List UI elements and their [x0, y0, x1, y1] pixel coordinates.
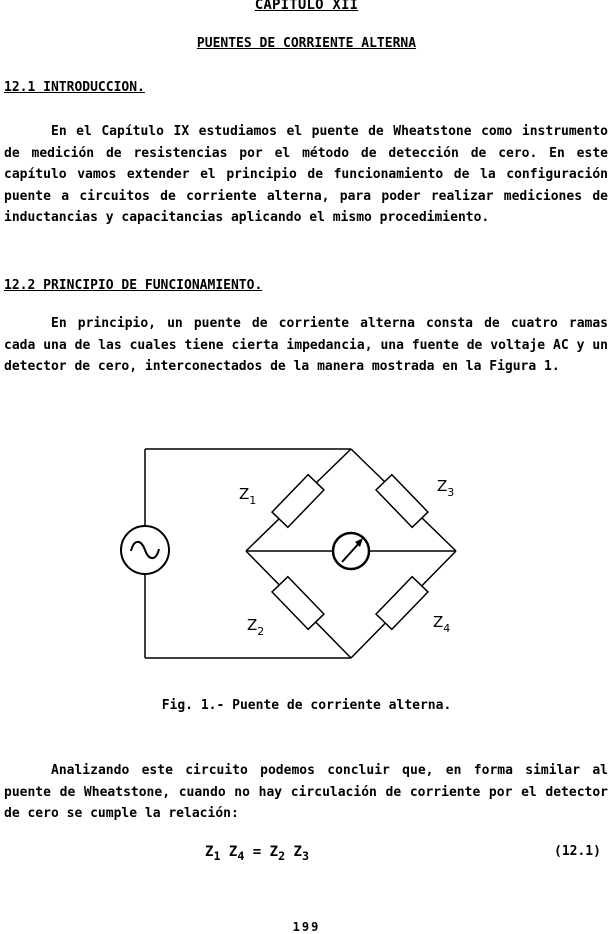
- label-z1: $Z_1$: [239, 485, 257, 507]
- paragraph-text: En principio, un puente de corriente alterna consta de cuatro ramas cada una de las cuales tiene cierta impedancia, una fuente de voltaje AC y un detector de cero, interconectados de la manera mostrada en la Figura 1.: [4, 316, 608, 374]
- page-number: 199: [292, 920, 321, 934]
- section-paragraph-introduccion: [4, 121, 608, 229]
- impedance-z1: [272, 475, 324, 528]
- impedance-z4: [376, 577, 428, 630]
- label-z2: $Z_2$: [247, 616, 265, 638]
- section-heading-principio: 12.2 PRINCIPIO DE FUNCIONAMIENTO.: [4, 278, 263, 293]
- equation-number: (12.1): [554, 844, 601, 859]
- ac-source-icon: [121, 526, 169, 574]
- section-heading-introduccion: 12.1 INTRODUCCION.: [4, 80, 145, 95]
- chapter-title: CAPITULO XII: [254, 0, 359, 13]
- bridge-circuit-diagram: [100, 440, 480, 670]
- equation-12-1: $Z_1$ $Z_4 = Z_2$ $Z_3$: [205, 844, 309, 863]
- figure-caption: Fig. 1.- Puente de corriente alterna.: [161, 698, 452, 713]
- chapter-subtitle: PUENTES DE CORRIENTE ALTERNA: [196, 36, 417, 51]
- paragraph-text: En el Capítulo IX estudiamos el puente de Wheatstone como instrumento de medición de resistencias por el método de detección de cero. En este capítulo vamos extender el principio de funcionamiento de la configuración puente a circuitos de corriente alterna, para poder realizar mediciones de inductancias y capacitancias aplicando el mismo procedimiento.: [4, 124, 608, 225]
- label-z4: $Z_4$: [433, 613, 451, 635]
- impedance-z3: [376, 475, 428, 528]
- analysis-paragraph: [4, 760, 608, 825]
- label-z3: $Z_3$: [437, 477, 455, 499]
- null-detector-icon: [333, 533, 369, 569]
- section-paragraph-principio: [4, 313, 608, 378]
- paragraph-text: Analizando este circuito podemos concluir que, en forma similar al puente de Wheatstone, cuando no hay circulación de corriente por el detector de cero se cumple la relación:: [4, 763, 608, 821]
- impedance-z2: [272, 577, 324, 630]
